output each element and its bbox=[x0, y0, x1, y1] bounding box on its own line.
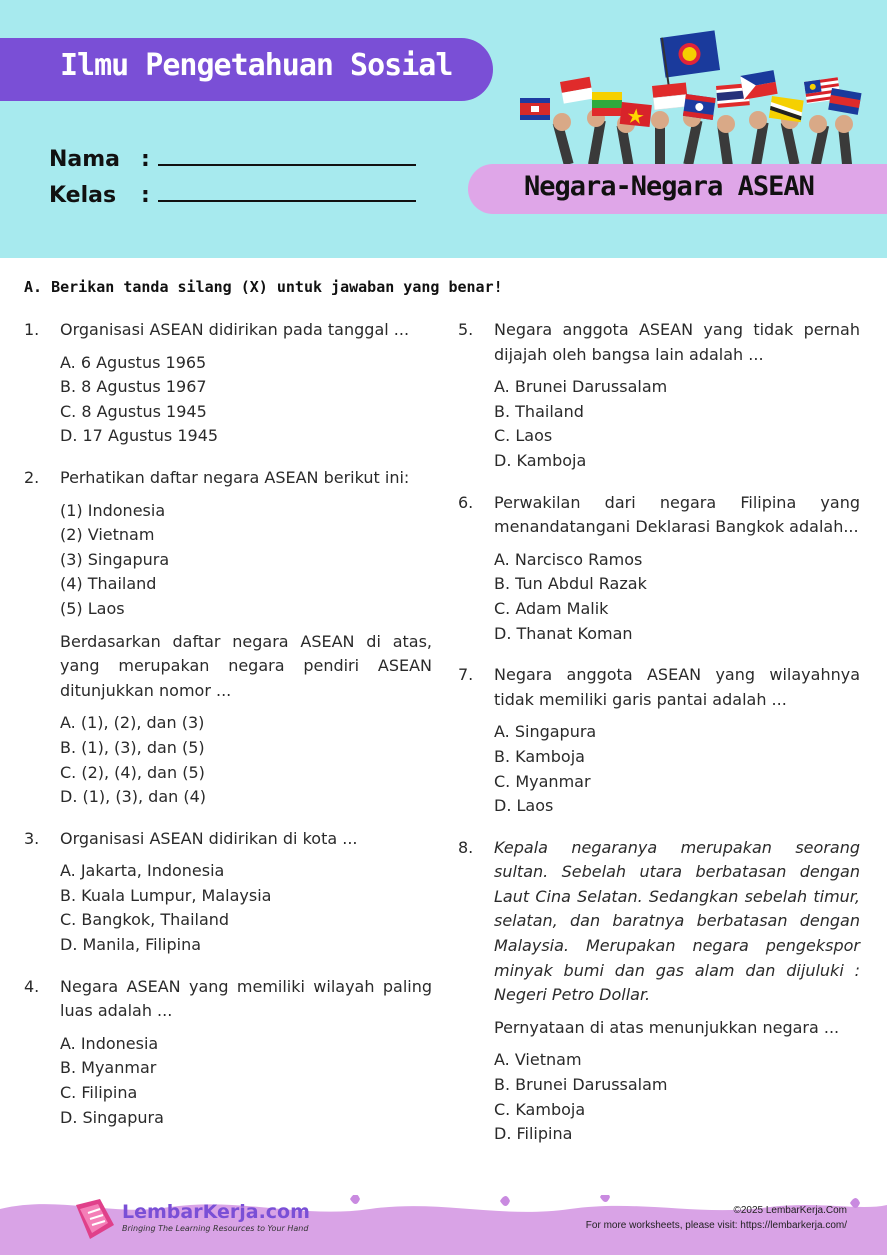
answer-options bbox=[60, 859, 432, 957]
question-number: 8. bbox=[458, 837, 474, 857]
option-b[interactable]: B. Brunei Darussalam bbox=[494, 1075, 668, 1095]
answer-options bbox=[494, 548, 860, 646]
answer-options bbox=[60, 1032, 432, 1130]
option-c[interactable]: C. Adam Malik bbox=[494, 598, 609, 618]
question-number: 1. bbox=[24, 320, 40, 339]
website-link-text[interactable]: For more worksheets, please visit: https://lembarkerja.com/ bbox=[585, 1220, 847, 1231]
question-stem: Negara anggota ASEAN yang tidak pernah dijajah oleh bangsa lain adalah ... bbox=[494, 320, 860, 364]
question-7 bbox=[458, 663, 860, 819]
question-followup: Berdasarkan daftar negara ASEAN di atas, yang merupakan negara pendiri ASEAN ditunjukkan nomor ... bbox=[60, 631, 432, 700]
list-item: (3) Singapura bbox=[60, 549, 170, 569]
section-instruction: A. Berikan tanda silang (X) untuk jawaban yang benar! bbox=[24, 278, 503, 296]
option-a[interactable]: A. Indonesia bbox=[60, 1033, 159, 1053]
option-c[interactable]: C. Myanmar bbox=[494, 771, 591, 791]
answer-options bbox=[60, 711, 432, 809]
subject-title: Ilmu Pengetahuan Sosial bbox=[60, 48, 453, 83]
name-field bbox=[49, 147, 416, 172]
question-stem: Perhatikan daftar negara ASEAN berikut ini: bbox=[60, 467, 410, 487]
option-c[interactable]: C. Laos bbox=[494, 426, 553, 446]
question-8 bbox=[458, 836, 860, 1147]
option-b[interactable]: B. Thailand bbox=[494, 401, 584, 421]
list-item: (1) Indonesia bbox=[60, 500, 166, 520]
question-stem: Kepala negaranya merupakan seorang sultan. Sebelah utara berbatasan dengan Laut Cina Selatan. Sedangkan sebelah timur, selatan, dan baratnya berbatasan dengan Malaysia. Merupakan negara pengekspor minyak bumi dan gas alam dan dijuluki : Negeri Petro Dollar. bbox=[494, 837, 860, 1005]
question-followup: Pernyataan di atas menunjukkan negara ... bbox=[494, 1017, 840, 1037]
brand-tagline: Bringing The Learning Resources to Your Hand bbox=[122, 1224, 309, 1233]
question-4 bbox=[24, 975, 432, 1131]
question-number: 6. bbox=[458, 492, 474, 512]
brand-name: LembarKerja.com bbox=[122, 1201, 310, 1223]
question-stem: Negara ASEAN yang memiliki wilayah paling luas adalah ... bbox=[60, 976, 432, 1021]
question-number: 5. bbox=[458, 320, 474, 339]
option-a[interactable]: A. Jakarta, Indonesia bbox=[60, 861, 225, 881]
question-stem: Organisasi ASEAN didirikan pada tanggal ... bbox=[60, 320, 410, 339]
answer-options bbox=[60, 351, 432, 449]
class-colon: : bbox=[141, 183, 150, 208]
option-c[interactable]: C. Filipina bbox=[60, 1083, 138, 1103]
option-d[interactable]: D. Singapura bbox=[60, 1107, 164, 1127]
name-label: Nama bbox=[49, 147, 121, 172]
list-item: (4) Thailand bbox=[60, 574, 157, 594]
left-column bbox=[24, 318, 432, 1130]
answer-options bbox=[494, 375, 860, 473]
option-a[interactable]: A. Singapura bbox=[494, 722, 597, 742]
copyright-text: ©2025 LembarKerja.Com bbox=[733, 1205, 847, 1216]
right-column bbox=[458, 318, 860, 1147]
option-d[interactable]: D. Laos bbox=[494, 796, 554, 816]
question-stem: Negara anggota ASEAN yang wilayahnya tidak memiliki garis pantai adalah ... bbox=[494, 665, 860, 709]
option-a[interactable]: A. (1), (2), dan (3) bbox=[60, 713, 205, 733]
option-c[interactable]: C. Kamboja bbox=[494, 1099, 586, 1119]
name-blank-line[interactable] bbox=[158, 150, 416, 166]
option-c[interactable]: C. 8 Agustus 1945 bbox=[60, 401, 207, 421]
list-item: (5) Laos bbox=[60, 598, 125, 618]
name-colon: : bbox=[141, 147, 150, 172]
class-label: Kelas bbox=[49, 183, 117, 208]
class-blank-line[interactable] bbox=[158, 186, 416, 202]
class-field bbox=[49, 183, 416, 208]
option-b[interactable]: B. Myanmar bbox=[60, 1058, 157, 1078]
topic-title: Negara-Negara ASEAN bbox=[524, 171, 814, 202]
option-d[interactable]: D. Thanat Koman bbox=[494, 623, 633, 643]
question-number: 7. bbox=[458, 665, 474, 685]
answer-options bbox=[494, 720, 860, 818]
option-a[interactable]: A. Brunei Darussalam bbox=[494, 377, 668, 397]
option-b[interactable]: B. Kuala Lumpur, Malaysia bbox=[60, 885, 272, 905]
option-d[interactable]: D. Manila, Filipina bbox=[60, 935, 202, 955]
option-a[interactable]: A. Narcisco Ramos bbox=[494, 549, 643, 569]
asean-flags-illustration bbox=[510, 30, 870, 165]
option-d[interactable]: D. Kamboja bbox=[494, 450, 587, 470]
question-number: 2. bbox=[24, 467, 40, 487]
option-b[interactable]: B. Kamboja bbox=[494, 746, 585, 766]
question-2 bbox=[24, 466, 432, 810]
question-1 bbox=[24, 318, 432, 449]
option-c[interactable]: C. Bangkok, Thailand bbox=[60, 910, 230, 930]
question-stem: Perwakilan dari negara Filipina yang menandatangani Deklarasi Bangkok adalah... bbox=[494, 492, 860, 537]
question-6 bbox=[458, 491, 860, 647]
question-5 bbox=[458, 318, 860, 474]
question-number: 4. bbox=[24, 976, 40, 996]
option-c[interactable]: C. (2), (4), dan (5) bbox=[60, 762, 205, 782]
lembarkerja-logo-icon bbox=[70, 1195, 120, 1243]
option-a[interactable]: A. Vietnam bbox=[494, 1050, 582, 1070]
option-b[interactable]: B. (1), (3), dan (5) bbox=[60, 737, 205, 757]
answer-options bbox=[494, 1048, 860, 1146]
option-d[interactable]: D. (1), (3), dan (4) bbox=[60, 787, 207, 807]
option-a[interactable]: A. 6 Agustus 1965 bbox=[60, 352, 207, 372]
option-b[interactable]: B. Tun Abdul Razak bbox=[494, 574, 647, 594]
option-b[interactable]: B. 8 Agustus 1967 bbox=[60, 377, 207, 397]
country-list bbox=[60, 499, 432, 622]
question-stem: Organisasi ASEAN didirikan di kota ... bbox=[60, 828, 358, 848]
question-3 bbox=[24, 827, 432, 958]
list-item: (2) Vietnam bbox=[60, 525, 155, 545]
question-number: 3. bbox=[24, 828, 40, 848]
option-d[interactable]: D. 17 Agustus 1945 bbox=[60, 426, 219, 446]
option-d[interactable]: D. Filipina bbox=[494, 1124, 573, 1144]
